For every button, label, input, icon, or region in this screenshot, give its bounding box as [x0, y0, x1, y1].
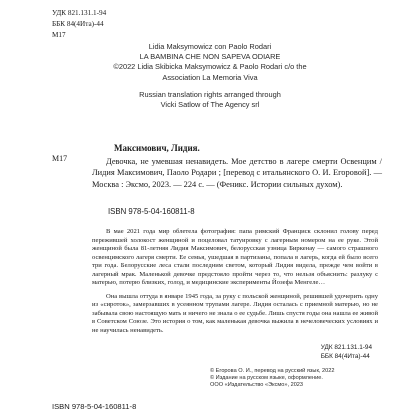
udk-code: УДК 821.131.1-94 — [320, 344, 372, 351]
annotation-paragraph: В мае 2021 года мир облетела фотография: папа римский Франциск склонил голову перед пережившей холокост женщиной и поцеловал татуировку с лагерным номером на ее руке. Этой женщиной была 81-летняя Лидия Максимович, белорусская узница Биркенау — самого страшного освенцимского лагеря смерти. Ее семья, ушедшая в партизаны, попала в лагерь, когда ей было всего три года. Белорусские леса стали последним светом, который Лидия видела, прежде чем войти в лагерный мрак. Маленькой девочке предстояло пройти через то, что нельзя объяснить: разлуку с матерью, потерю близких, голод, и медицинские эксперименты Йозефа Менгеле… — [92, 228, 378, 286]
copyright-line: Association La Memoria Viva — [162, 72, 258, 82]
catalog-record — [92, 143, 382, 190]
catalog-side-code: M17 — [52, 154, 68, 163]
catalog-author: Максимович, Лидия. — [114, 143, 200, 153]
copyright-notice — [210, 368, 334, 390]
annotation — [92, 228, 378, 340]
classification-codes — [52, 8, 106, 41]
copyright-line: ©2022 Lidia Skibicka Maksymowicz & Paolo Rodari c/o the — [113, 62, 307, 72]
copyright-line: ООО «Издательство «Эксмо», 2023 — [210, 382, 304, 389]
original-title: LA BAMBINA CHE NON SAPEVA ODIARE — [139, 52, 281, 62]
catalog-description: Девочка, не умевшая ненавидеть. Мое детство в лагере смерти Освенцим / Лидия Максимович, Паоло Родари ; [перевод с итальянского О. И. Егоровой]. — Москва : Эксмо, 2023. — 224 с. — (Феникс. Истории сильных духом). — [92, 156, 382, 189]
rights-line: Russian translation rights arranged through — [139, 89, 281, 99]
bottom-classification-codes — [321, 344, 372, 361]
bbk-code: ББК 84(4Ита)-44 — [52, 20, 104, 28]
original-authors: Lidia Maksymowicz con Paolo Rodari — [148, 42, 272, 51]
udk-code: УДК 821.131.1-94 — [52, 9, 107, 17]
copyright-line: © Издание на русском языке, оформление. — [210, 375, 323, 382]
copyright-line: © Егорова О. И., перевод на русский язык, 2022 — [210, 368, 335, 374]
original-credits — [0, 42, 420, 110]
m17-code: M17 — [52, 31, 66, 39]
catalog-isbn: ISBN 978-5-04-160811-8 — [108, 207, 195, 216]
bbk-code: ББК 84(4Ита)-44 — [320, 352, 370, 360]
annotation-paragraph: Она вышла оттуда в январе 1945 года, за руку с польской женщиной, решившей удочерить одну из «сироток», замерзавших в усеянном трупами лагере. Лидия осталась с приемной матерью, но не забывала свою настоящую мать и ничего не знала о ее судьбе. Лишь спустя годы она нашла ее живой в Советском Союзе. Это история о том, как маленькая девочка выжила в нечеловеческих условиях и не научилась ненавидеть. — [92, 292, 378, 334]
rights-line: Vicki Satlow of The Agency srl — [160, 100, 260, 110]
bottom-isbn: ISBN 978-5-04-160811-8 — [52, 402, 137, 411]
